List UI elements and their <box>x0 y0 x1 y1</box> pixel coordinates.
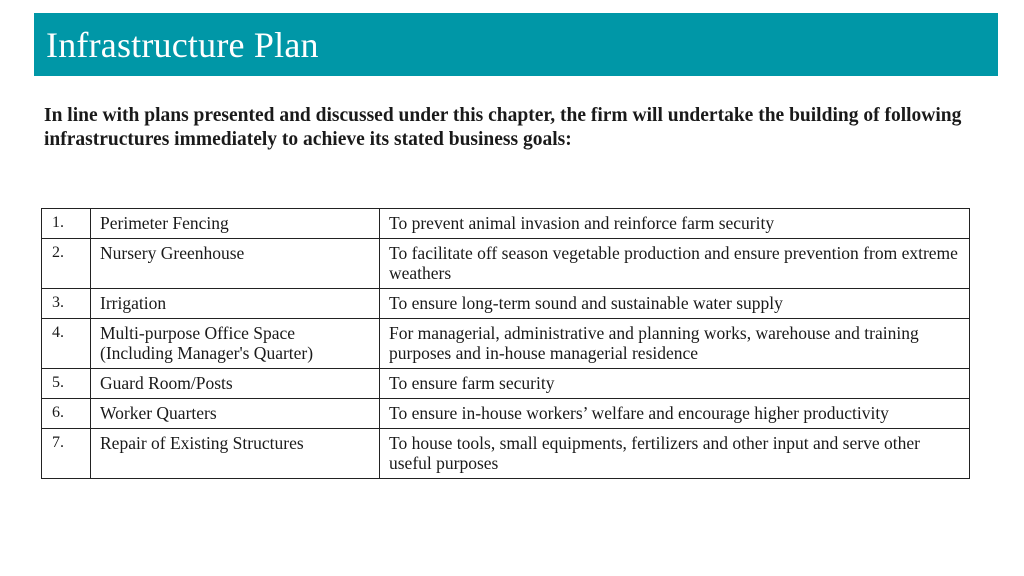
row-number: 3. <box>42 289 91 319</box>
title-bar <box>34 13 998 76</box>
infrastructure-item: Multi-purpose Office Space (Including Manager's Quarter) <box>91 319 380 369</box>
table-row <box>42 399 970 429</box>
infrastructure-purpose: To ensure in-house workers’ welfare and encourage higher productivity <box>380 399 970 429</box>
infrastructure-purpose: To house tools, small equipments, fertilizers and other input and serve other useful purposes <box>380 429 970 479</box>
infrastructure-purpose: To prevent animal invasion and reinforce farm security <box>380 209 970 239</box>
infrastructure-purpose: For managerial, administrative and planning works, warehouse and training purposes and in-house managerial residence <box>380 319 970 369</box>
table-row <box>42 429 970 479</box>
infrastructure-item: Guard Room/Posts <box>91 369 380 399</box>
table-row <box>42 209 970 239</box>
row-number: 7. <box>42 429 91 479</box>
table-row <box>42 319 970 369</box>
infrastructure-item: Perimeter Fencing <box>91 209 380 239</box>
infrastructure-item: Nursery Greenhouse <box>91 239 380 289</box>
row-number: 1. <box>42 209 91 239</box>
intro-paragraph: In line with plans presented and discussed under this chapter, the firm will undertake the building of following infrastructures immediately to achieve its stated business goals: <box>44 105 962 150</box>
infrastructure-purpose: To ensure farm security <box>380 369 970 399</box>
infrastructure-item: Repair of Existing Structures <box>91 429 380 479</box>
row-number: 2. <box>42 239 91 289</box>
infrastructure-purpose: To ensure long-term sound and sustainable water supply <box>380 289 970 319</box>
row-number: 5. <box>42 369 91 399</box>
table-row <box>42 369 970 399</box>
infrastructure-purpose: To facilitate off season vegetable production and ensure prevention from extreme weathers <box>380 239 970 289</box>
table-row <box>42 289 970 319</box>
table-row <box>42 239 970 289</box>
infrastructure-item: Irrigation <box>91 289 380 319</box>
infrastructure-table <box>41 208 970 479</box>
row-number: 4. <box>42 319 91 369</box>
page-title: Infrastructure Plan <box>46 24 319 65</box>
infrastructure-item: Worker Quarters <box>91 399 380 429</box>
row-number: 6. <box>42 399 91 429</box>
